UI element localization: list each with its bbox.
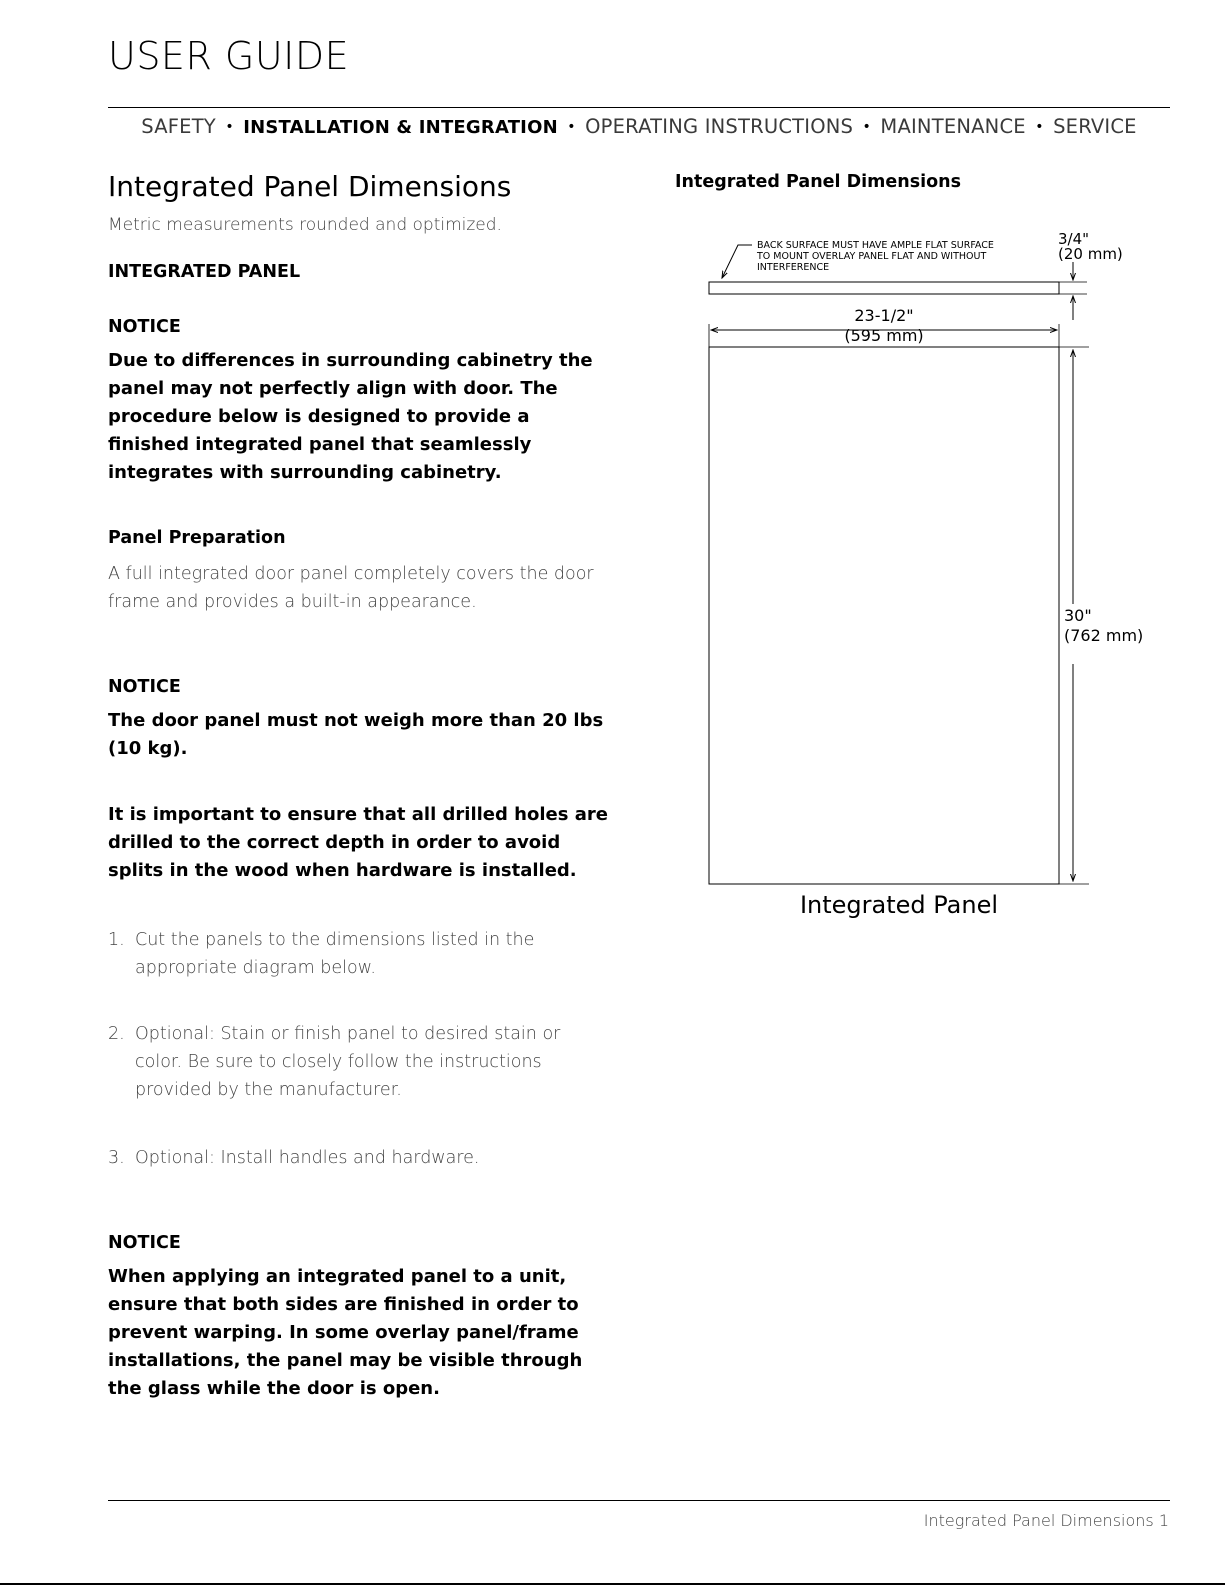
nav-item-maintenance[interactable]: MAINTENANCE bbox=[880, 115, 1026, 138]
integrated-panel-label: INTEGRATED PANEL bbox=[108, 262, 301, 282]
nav-separator: • bbox=[225, 119, 234, 135]
thickness-imperial: 3/4" bbox=[1058, 230, 1090, 248]
page-footer-label: Integrated Panel Dimensions 1 bbox=[923, 1511, 1169, 1530]
nav-separator: • bbox=[567, 119, 576, 135]
section-title: Integrated Panel Dimensions bbox=[108, 170, 512, 203]
notice-text: Due to differences in surrounding cabinetry the panel may not perfectly align with door. The procedure below is designed to provide a finished integrated panel that seamlessly integrates with surrounding cabinetry. bbox=[108, 350, 593, 483]
footer-divider bbox=[108, 1500, 1170, 1501]
section-subtitle: Metric measurements rounded and optimized. bbox=[108, 215, 502, 235]
panel-edge-view bbox=[709, 282, 1059, 294]
callout-line: INTERFERENCE bbox=[757, 262, 830, 273]
nav-item-service[interactable]: SERVICE bbox=[1053, 115, 1137, 138]
notice-label: NOTICE bbox=[108, 317, 181, 337]
callout-line: BACK SURFACE MUST HAVE AMPLE FLAT SURFACE bbox=[757, 240, 994, 251]
callout-leader bbox=[722, 245, 752, 278]
notice-label: NOTICE bbox=[108, 677, 181, 697]
step-text: Cut the panels to the dimensions listed in the appropriate diagram below. bbox=[135, 930, 535, 978]
important-note: It is important to ensure that all drilled holes are drilled to the correct depth in order to avoid splits in the wood when hardware is installed. bbox=[108, 804, 608, 881]
step-text: Optional: Install handles and hardware. bbox=[135, 1148, 480, 1168]
nav-item-safety[interactable]: SAFETY bbox=[141, 115, 216, 138]
nav-item-operating-instructions[interactable]: OPERATING INSTRUCTIONS bbox=[585, 115, 854, 138]
panel-front-view bbox=[709, 347, 1059, 884]
callout-line: TO MOUNT OVERLAY PANEL FLAT AND WITHOUT bbox=[757, 251, 987, 262]
notice-label: NOTICE bbox=[108, 1233, 181, 1253]
panel-preparation-heading: Panel Preparation bbox=[108, 528, 286, 548]
panel-preparation-text: A full integrated door panel completely covers the door frame and provides a built-in appearance. bbox=[108, 564, 594, 612]
step-number: 2. bbox=[108, 1024, 125, 1044]
figure-caption: Integrated Panel bbox=[799, 891, 999, 919]
notice-text: The door panel must not weigh more than 20 lbs (10 kg). bbox=[108, 710, 604, 759]
nav-separator: • bbox=[862, 119, 872, 135]
nav-separator: • bbox=[1035, 119, 1044, 135]
width-metric: (595 mm) bbox=[844, 326, 924, 345]
step-text: Optional: Stain or finish panel to desired stain or color. Be sure to closely follow the instructions provided by the manufacturer. bbox=[135, 1024, 561, 1100]
step-number: 3. bbox=[108, 1148, 125, 1168]
height-imperial: 30" bbox=[1064, 606, 1092, 625]
width-imperial: 23-1/2" bbox=[854, 306, 914, 325]
height-metric: (762 mm) bbox=[1064, 626, 1144, 645]
page-title: USER GUIDE bbox=[108, 34, 350, 78]
thickness-metric: (20 mm) bbox=[1058, 245, 1123, 263]
figure-title: Integrated Panel Dimensions bbox=[675, 172, 962, 192]
nav-item-installation-integration[interactable]: INSTALLATION & INTEGRATION bbox=[243, 117, 558, 138]
step-number: 1. bbox=[108, 930, 125, 950]
notice-text: When applying an integrated panel to a unit, ensure that both sides are finished in order to prevent warping. In some overlay panel/frame installations, the panel may be visible through the glass while the door is open. bbox=[108, 1266, 583, 1399]
